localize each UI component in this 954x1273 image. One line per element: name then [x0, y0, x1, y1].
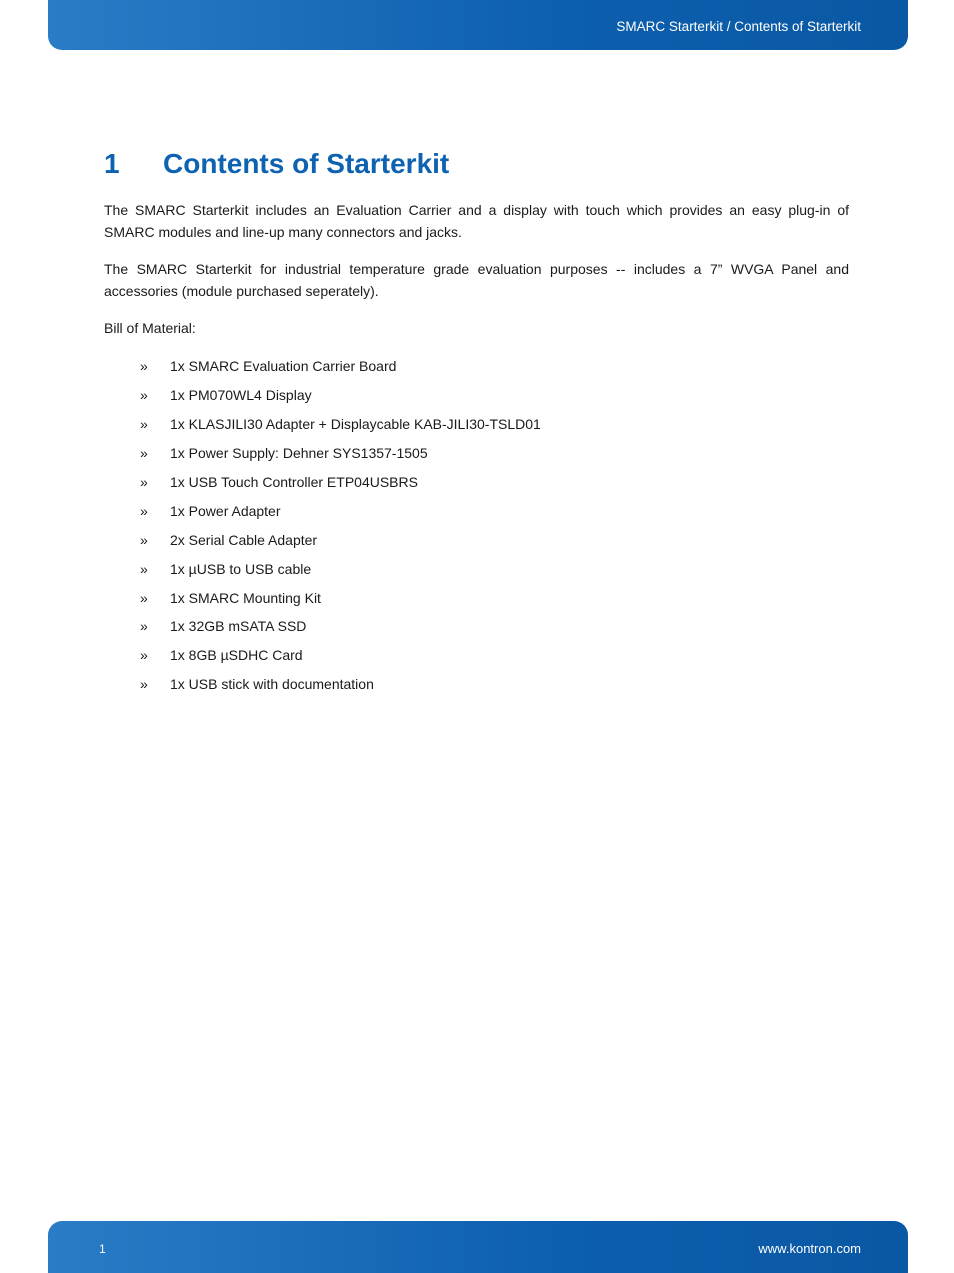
purpose-paragraph: The SMARC Starterkit for industrial temperature grade evaluation purposes -- includes a 7” WVGA Panel and accessories (module purchased seperately). [104, 261, 849, 299]
page-number: 1 [99, 1242, 106, 1256]
list-item [104, 554, 804, 583]
footer-url-link[interactable]: www.kontron.com [758, 1241, 861, 1256]
list-item-text: 1x PM070WL4 Display [170, 387, 312, 404]
list-item [104, 410, 804, 439]
bullet-icon: » [140, 358, 148, 375]
list-item-text: 1x SMARC Evaluation Carrier Board [170, 358, 397, 375]
list-item [104, 612, 804, 641]
list-item [104, 381, 804, 410]
section-number: 1 [104, 148, 120, 179]
section-heading [104, 148, 449, 180]
list-item-text: 1x SMARC Mounting Kit [170, 589, 321, 606]
list-item-text: 1x µUSB to USB cable [170, 560, 312, 577]
list-item-text: 2x Serial Cable Adapter [170, 531, 318, 548]
page-header-bar [48, 0, 908, 50]
list-item-text: 1x USB stick with documentation [170, 676, 374, 693]
list-item [104, 496, 804, 525]
bullet-icon: » [140, 531, 148, 548]
bullet-icon: » [140, 560, 148, 577]
list-item-text: 1x Power Supply: Dehner SYS1357-1505 [170, 445, 428, 462]
bullet-icon: » [140, 387, 148, 404]
bullet-icon: » [140, 647, 148, 664]
bom-list [104, 352, 804, 699]
list-item [104, 670, 804, 699]
list-item [104, 641, 804, 670]
bullet-icon: » [140, 502, 148, 519]
list-item [104, 525, 804, 554]
list-item [104, 583, 804, 612]
bullet-icon: » [140, 416, 148, 433]
list-item-text: 1x 8GB µSDHC Card [170, 647, 303, 664]
list-item [104, 439, 804, 468]
bullet-icon: » [140, 618, 148, 635]
bullet-icon: » [140, 474, 148, 490]
list-item-text: 1x Power Adapter [170, 502, 281, 519]
bullet-icon: » [140, 676, 148, 693]
page-footer-bar [48, 1221, 908, 1273]
list-item-text: 1x KLASJILI30 Adapter + Displaycable KAB-JILI30-TSLD01 [170, 416, 541, 433]
bullet-icon: » [140, 589, 148, 606]
list-item-text: 1x USB Touch Controller ETP04USBRS [170, 474, 418, 490]
list-item-text: 1x 32GB mSATA SSD [170, 618, 307, 635]
bullet-icon: » [140, 445, 148, 462]
header-breadcrumb: SMARC Starterkit / Contents of Starterkit [616, 19, 861, 34]
list-item [104, 468, 804, 497]
intro-paragraph: The SMARC Starterkit includes an Evaluation Carrier and a display with touch which provides an easy plug-in of SMARC modules and line-up many connectors and jacks. [104, 202, 849, 240]
list-item [104, 352, 804, 381]
section-title: Contents of Starterkit [163, 148, 450, 179]
bom-label: Bill of Material: [104, 320, 196, 336]
